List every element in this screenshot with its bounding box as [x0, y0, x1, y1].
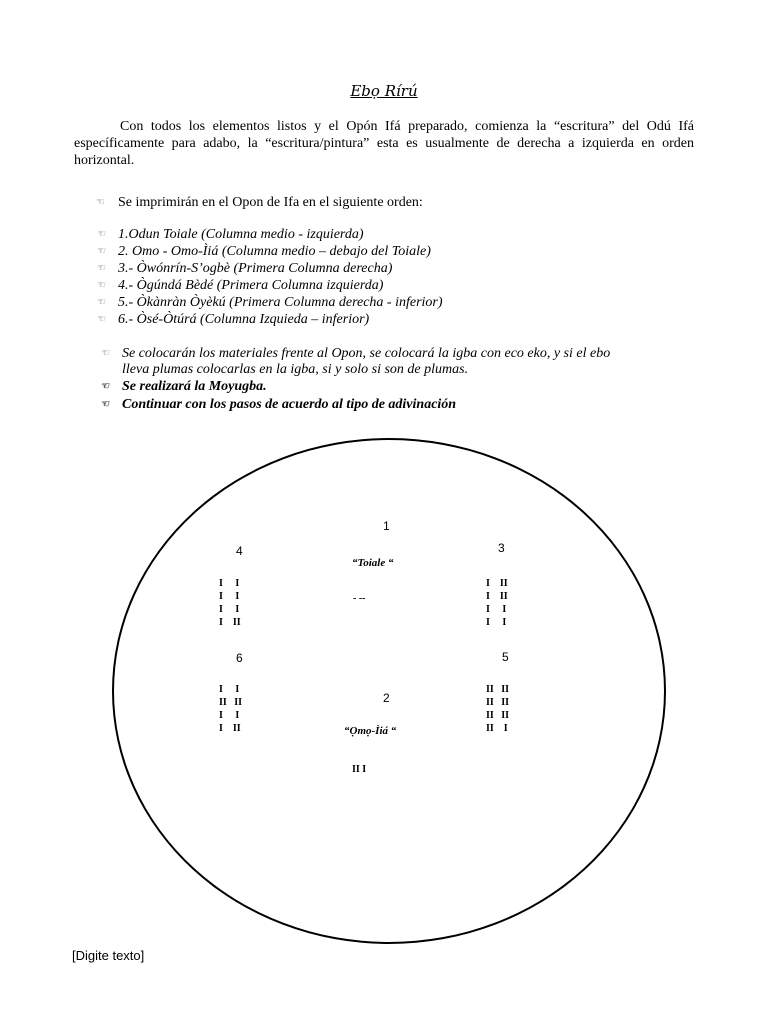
label-toiale: “Toiale “ — [352, 557, 394, 569]
position-number-3: 3 — [498, 541, 505, 555]
label-omo: “Ọmọ-Ìiá “ — [344, 725, 397, 737]
pointing-hand-icon: ☜ — [100, 348, 109, 359]
position-number-1: 1 — [383, 519, 390, 533]
pointing-hand-icon: ☜ — [96, 229, 105, 240]
intro-text: Con todos los elementos listos y el Opón Ifá preparado, comienza la “escritura” del Odú Ifá específicamente para adabo, la “escritura/pintura” esta es usualmente de derecha a izquierda en orden horizontal. — [74, 119, 694, 168]
position-number-2: 2 — [383, 691, 390, 705]
order-heading: Se imprimirán en el Opon de Ifa en el siguiente orden: — [118, 195, 423, 210]
pointing-hand-icon: ☜ — [96, 263, 105, 274]
odu-marks-3: I II I II I I I I — [486, 578, 508, 628]
odu-marks-omo: II I — [352, 764, 367, 775]
page-title: Ebọ Rírú — [350, 82, 418, 100]
pointing-hand-icon: ☜ — [96, 314, 105, 325]
odu-marks-6: I I II II I I I II — [219, 684, 243, 734]
odu-marks-toiale: ‐ ‐‐ — [353, 593, 366, 604]
document-page: Ebọ Rírú Con todos los elementos listos y el Opón Ifá preparado, comienza la “escritura” del Odú Ifá específicamente para adabo, la “escritura/pintura” esta es usualmente de derecha a izquierda en orden horizontal. ☜ Se imprimirán en el Opon de Ifa en el siguiente orden: ☜ 1.Odun Toiale (Columna medio - izquierda) ☜ 2. Omo - Omo-Ìiá (Columna medio – debajo del Toiale) ☜ 3.- Òwónrín-S’ogbè (Primera Columna derecha) ☜ 4.- Ògúndá Bèdé (Primera Columna izquierda) ☜ 5.- Òkànràn Òyèkú (Primera Columna derecha - inferior) ☜ 6.- Òsé-Òtúrá (Columna Izquieda – inferior) ☜ Se colocarán los materiales frente al Opon, se colocará la igba con eco eko, y si el ebo lleva plumas colocarlas en la igba, si y solo si son de plumas. ☜ Se realizará la Moyugba. ☜ Continuar con los pasos de acuerdo al tipo de adivinación 1 4 3 “Toiale “ ‐ ‐‐ I I I I I I I II I II I II I I I I 6 5 I I II II I I I II II II II II II II II I 2 “Ọmọ-Ìiá “ II I [Digite texto] — [0, 0, 768, 1024]
odu-marks-4: I I I I I I I II — [219, 578, 241, 628]
position-number-6: 6 — [236, 651, 243, 665]
pointing-hand-icon: ☜ — [100, 399, 109, 410]
odu-marks-5: II II II II II II II I — [486, 684, 510, 734]
pointing-hand-icon: ☜ — [96, 246, 105, 257]
pointing-hand-icon: ☜ — [96, 280, 105, 291]
pointing-hand-icon: ☜ — [96, 197, 105, 208]
pointing-hand-icon: ☜ — [100, 381, 109, 392]
position-number-5: 5 — [502, 650, 509, 664]
position-number-4: 4 — [236, 544, 243, 558]
note-continuation: lleva plumas colocarlas en la igba, si y solo si son de plumas. — [122, 362, 469, 377]
pointing-hand-icon: ☜ — [96, 297, 105, 308]
footer-placeholder[interactable]: [Digite texto] — [72, 948, 145, 963]
intro-paragraph — [74, 118, 694, 169]
